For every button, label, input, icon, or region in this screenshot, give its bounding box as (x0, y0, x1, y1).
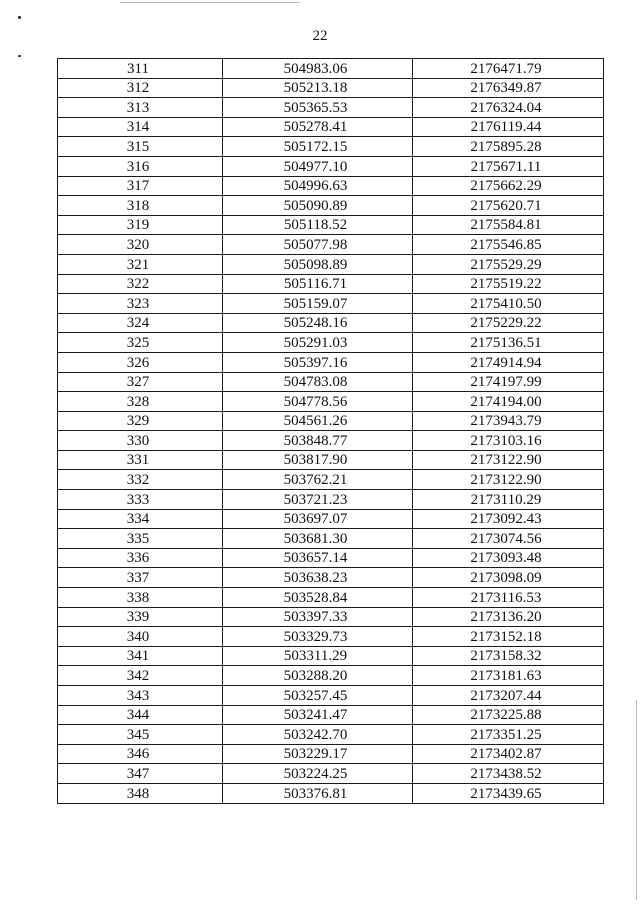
table-row (58, 137, 604, 157)
table-row (58, 490, 604, 510)
x-coordinate-cell: 505172.15 (223, 137, 413, 157)
table-row (58, 392, 604, 412)
x-coordinate-cell: 505098.89 (223, 254, 413, 274)
table-row (58, 764, 604, 784)
x-coordinate-cell: 503229.17 (223, 744, 413, 764)
table-row (58, 450, 604, 470)
point-number-cell: 316 (58, 156, 223, 176)
point-number-cell: 321 (58, 254, 223, 274)
point-number-cell: 317 (58, 176, 223, 196)
table-row (58, 725, 604, 745)
point-number-cell: 330 (58, 431, 223, 451)
y-coordinate-cell: 2175546.85 (413, 235, 604, 255)
table-row (58, 666, 604, 686)
table-row (58, 646, 604, 666)
y-coordinate-cell: 2173093.48 (413, 548, 604, 568)
point-number-cell: 345 (58, 725, 223, 745)
y-coordinate-cell: 2173152.18 (413, 627, 604, 647)
table-row (58, 588, 604, 608)
point-number-cell: 324 (58, 313, 223, 333)
y-coordinate-cell: 2173351.25 (413, 725, 604, 745)
table-row (58, 333, 604, 353)
y-coordinate-cell: 2173122.90 (413, 450, 604, 470)
point-number-cell: 341 (58, 646, 223, 666)
point-number-cell: 346 (58, 744, 223, 764)
point-number-cell: 322 (58, 274, 223, 294)
x-coordinate-cell: 503681.30 (223, 529, 413, 549)
point-number-cell: 323 (58, 294, 223, 314)
x-coordinate-cell: 503657.14 (223, 548, 413, 568)
y-coordinate-cell: 2174194.00 (413, 392, 604, 412)
point-number-cell: 332 (58, 470, 223, 490)
point-number-cell: 337 (58, 568, 223, 588)
x-coordinate-cell: 505077.98 (223, 235, 413, 255)
y-coordinate-cell: 2173225.88 (413, 705, 604, 725)
y-coordinate-cell: 2176471.79 (413, 59, 604, 79)
table-row (58, 431, 604, 451)
point-number-cell: 336 (58, 548, 223, 568)
table-row (58, 313, 604, 333)
point-number-cell: 339 (58, 607, 223, 627)
scan-edge-mark (636, 700, 637, 900)
point-number-cell: 334 (58, 509, 223, 529)
y-coordinate-cell: 2173110.29 (413, 490, 604, 510)
table-row (58, 156, 604, 176)
coordinates-table (57, 58, 604, 804)
x-coordinate-cell: 504983.06 (223, 59, 413, 79)
table-row (58, 509, 604, 529)
y-coordinate-cell: 2175895.28 (413, 137, 604, 157)
point-number-cell: 335 (58, 529, 223, 549)
y-coordinate-cell: 2175229.22 (413, 313, 604, 333)
y-coordinate-cell: 2175136.51 (413, 333, 604, 353)
y-coordinate-cell: 2173136.20 (413, 607, 604, 627)
coordinates-table-body (58, 59, 604, 804)
y-coordinate-cell: 2173103.16 (413, 431, 604, 451)
table-row (58, 548, 604, 568)
table-row (58, 372, 604, 392)
point-number-cell: 319 (58, 215, 223, 235)
table-row (58, 59, 604, 79)
y-coordinate-cell: 2173074.56 (413, 529, 604, 549)
x-coordinate-cell: 505248.16 (223, 313, 413, 333)
table-row (58, 78, 604, 98)
y-coordinate-cell: 2175410.50 (413, 294, 604, 314)
x-coordinate-cell: 503257.45 (223, 686, 413, 706)
y-coordinate-cell: 2175519.22 (413, 274, 604, 294)
y-coordinate-cell: 2173098.09 (413, 568, 604, 588)
point-number-cell: 333 (58, 490, 223, 510)
y-coordinate-cell: 2173122.90 (413, 470, 604, 490)
point-number-cell: 327 (58, 372, 223, 392)
x-coordinate-cell: 504778.56 (223, 392, 413, 412)
table-row (58, 744, 604, 764)
y-coordinate-cell: 2173116.53 (413, 588, 604, 608)
y-coordinate-cell: 2173092.43 (413, 509, 604, 529)
table-row (58, 686, 604, 706)
x-coordinate-cell: 504977.10 (223, 156, 413, 176)
table-row (58, 470, 604, 490)
x-coordinate-cell: 505397.16 (223, 352, 413, 372)
point-number-cell: 318 (58, 196, 223, 216)
page-number: 22 (312, 28, 328, 44)
y-coordinate-cell: 2176119.44 (413, 117, 604, 137)
x-coordinate-cell: 505118.52 (223, 215, 413, 235)
y-coordinate-cell: 2173158.32 (413, 646, 604, 666)
table-row (58, 529, 604, 549)
point-number-cell: 311 (58, 59, 223, 79)
x-coordinate-cell: 505365.53 (223, 98, 413, 118)
x-coordinate-cell: 503762.21 (223, 470, 413, 490)
x-coordinate-cell: 503242.70 (223, 725, 413, 745)
table-row (58, 274, 604, 294)
point-number-cell: 320 (58, 235, 223, 255)
table-row (58, 411, 604, 431)
y-coordinate-cell: 2174197.99 (413, 372, 604, 392)
y-coordinate-cell: 2173181.63 (413, 666, 604, 686)
point-number-cell: 342 (58, 666, 223, 686)
y-coordinate-cell: 2175662.29 (413, 176, 604, 196)
table-row (58, 196, 604, 216)
point-number-cell: 340 (58, 627, 223, 647)
x-coordinate-cell: 503288.20 (223, 666, 413, 686)
table-row (58, 235, 604, 255)
point-number-cell: 326 (58, 352, 223, 372)
point-number-cell: 325 (58, 333, 223, 353)
y-coordinate-cell: 2175584.81 (413, 215, 604, 235)
point-number-cell: 314 (58, 117, 223, 137)
x-coordinate-cell: 503638.23 (223, 568, 413, 588)
x-coordinate-cell: 503224.25 (223, 764, 413, 784)
point-number-cell: 343 (58, 686, 223, 706)
x-coordinate-cell: 503528.84 (223, 588, 413, 608)
x-coordinate-cell: 503721.23 (223, 490, 413, 510)
y-coordinate-cell: 2173439.65 (413, 783, 604, 803)
y-coordinate-cell: 2173402.87 (413, 744, 604, 764)
scan-edge-mark (120, 2, 300, 3)
table-row (58, 117, 604, 137)
x-coordinate-cell: 505159.07 (223, 294, 413, 314)
x-coordinate-cell: 503241.47 (223, 705, 413, 725)
table-row (58, 254, 604, 274)
table-row (58, 705, 604, 725)
y-coordinate-cell: 2176324.04 (413, 98, 604, 118)
table-row (58, 607, 604, 627)
point-number-cell: 313 (58, 98, 223, 118)
point-number-cell: 347 (58, 764, 223, 784)
x-coordinate-cell: 505213.18 (223, 78, 413, 98)
table-row (58, 176, 604, 196)
table-row (58, 98, 604, 118)
y-coordinate-cell: 2174914.94 (413, 352, 604, 372)
table-row (58, 627, 604, 647)
y-coordinate-cell: 2173438.52 (413, 764, 604, 784)
x-coordinate-cell: 505090.89 (223, 196, 413, 216)
y-coordinate-cell: 2175529.29 (413, 254, 604, 274)
table-row (58, 215, 604, 235)
point-number-cell: 348 (58, 783, 223, 803)
point-number-cell: 329 (58, 411, 223, 431)
point-number-cell: 315 (58, 137, 223, 157)
x-coordinate-cell: 503697.07 (223, 509, 413, 529)
x-coordinate-cell: 503311.29 (223, 646, 413, 666)
table-row (58, 568, 604, 588)
scan-speck (18, 55, 21, 57)
x-coordinate-cell: 505291.03 (223, 333, 413, 353)
y-coordinate-cell: 2173943.79 (413, 411, 604, 431)
y-coordinate-cell: 2175671.11 (413, 156, 604, 176)
x-coordinate-cell: 503376.81 (223, 783, 413, 803)
x-coordinate-cell: 503329.73 (223, 627, 413, 647)
y-coordinate-cell: 2175620.71 (413, 196, 604, 216)
point-number-cell: 328 (58, 392, 223, 412)
scan-speck (18, 16, 21, 19)
y-coordinate-cell: 2176349.87 (413, 78, 604, 98)
x-coordinate-cell: 503817.90 (223, 450, 413, 470)
x-coordinate-cell: 504561.26 (223, 411, 413, 431)
point-number-cell: 331 (58, 450, 223, 470)
point-number-cell: 312 (58, 78, 223, 98)
x-coordinate-cell: 504783.08 (223, 372, 413, 392)
point-number-cell: 344 (58, 705, 223, 725)
x-coordinate-cell: 503397.33 (223, 607, 413, 627)
x-coordinate-cell: 504996.63 (223, 176, 413, 196)
x-coordinate-cell: 503848.77 (223, 431, 413, 451)
x-coordinate-cell: 505278.41 (223, 117, 413, 137)
x-coordinate-cell: 505116.71 (223, 274, 413, 294)
table-row (58, 294, 604, 314)
table-row (58, 783, 604, 803)
y-coordinate-cell: 2173207.44 (413, 686, 604, 706)
table-row (58, 352, 604, 372)
point-number-cell: 338 (58, 588, 223, 608)
